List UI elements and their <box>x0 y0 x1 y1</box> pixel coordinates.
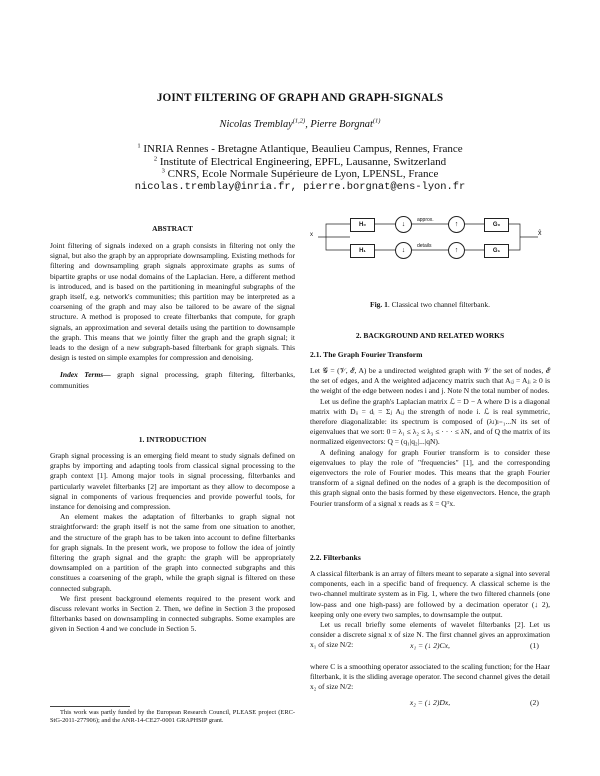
intro-paragraph-2: An element makes the adaptation of filterbanks to graph signal not straightforward: the graph itself is not the same from one situation to another, and the structure of the graph has to be taken into account to define filterbanks for graph signals. In the present work, we propose to follow the idea of jointly filtering the graph signal and the graph: the graph will be appropriately downsampled on a partition of the graph into connected subgraphs and this constitues a coarsening of the graph, while the graph signal is filtered on these connected subgraph. <box>50 512 295 593</box>
equation-1-number: (1) <box>530 641 539 650</box>
figure-1-caption-text: . Classical two channel filterbank. <box>387 300 490 309</box>
affiliation-2 <box>0 156 600 168</box>
synthesis-filter-g1: G₁ <box>484 244 509 258</box>
affiliation-1-num: 1 <box>137 142 141 150</box>
footnote: This work was partly funded by the European Research Council, PLEASE project (ERC-StG-2011-277906); and the ANR-14-CE27-0001 GRAPHSIP grant. <box>50 709 295 725</box>
gft-paragraph-1: Let 𝒢 = (𝒱, ℰ, A) be a undirected weighted graph with 𝒱 the set of nodes, ℰ the set of edges, and A the weighted adjacency matrix such that Aᵢⱼ = Aⱼᵢ ≥ 0 is the weight of the edge between nodes i and j. Note N the total number of nodes. <box>310 366 550 396</box>
author-separator: , <box>305 119 311 130</box>
affiliation-2-num: 2 <box>153 154 158 162</box>
subsection-2-2-body <box>310 569 550 651</box>
input-label: x <box>310 232 313 238</box>
analysis-filter-h1: H₁ <box>350 244 375 258</box>
downsample-upper-icon: ↓ <box>395 216 412 233</box>
filterbank-paragraph-2: Let us recall briefly some elements of wavelet filterbanks [2]. Let us consider a discrete signal x of size N. The first channel gives an approximation x₁ of size N/2: <box>310 620 550 650</box>
filterbank-paragraph-1: A classical filterbank is an array of filters meant to separate a signal into several components, each in a specific band of frequency. A classical scheme is the two-channel multirate system as in Fig. 1, where the two filtered channels (one low-pass and one high-pass) are followed by a decimation operator (↓ 2), keeping only one every two samples, to downsample the output. <box>310 569 550 619</box>
index-terms-text: graph signal processing, graph filtering, filterbanks, communities <box>50 370 295 390</box>
analysis-filter-h0: H₀ <box>350 218 375 232</box>
index-terms-label: Index Terms— <box>60 370 111 380</box>
output-label: x̂ <box>538 230 542 237</box>
intro-paragraph-1: Graph signal processing is an emerging field meant to study signals defined on graphs by importing and adapting tools from classical signal processing to the graph context [1]. Among major tools in signal processing, filterbanks and particularly wavelet filterbanks [2] are important as they allow to decompose a signal in components of various frequencies and provide powerful tools, for instance for denoising and compression. <box>50 451 295 512</box>
author-2: Pierre Borgnat <box>310 119 373 130</box>
figure-1-diagram <box>310 214 550 274</box>
affiliation-2-text: Institute of Electrical Engineering, EPFL, Lausanne, Switzerland <box>159 155 447 168</box>
author-2-affil: (1) <box>372 117 381 125</box>
synthesis-filter-g0: G₀ <box>484 218 509 232</box>
upsample-upper-icon: ↑ <box>448 216 465 233</box>
author-1: Nicolas Tremblay <box>219 119 293 130</box>
affiliation-1-text: INRIA Rennes - Bretagne Atlantique, Beaulieu Campus, Rennes, France <box>143 143 463 155</box>
intro-heading: 1. INTRODUCTION <box>138 435 207 444</box>
footnote-rule <box>50 706 130 707</box>
affiliation-3 <box>0 168 600 180</box>
intro-paragraph-3: We first present background elements required to the present work and discuss relevant works in Section 2. Then, we define in Section 3 the proposed filterbanks based on downsampling in connected subgraphs. Some examples are given in Section 4 and we conclude in Section 5. <box>50 593 295 634</box>
intro-body <box>50 451 295 635</box>
equation-2-number: (2) <box>530 698 539 707</box>
figure-1-caption-label: Fig. 1 <box>370 300 388 309</box>
abstract-heading: ABSTRACT <box>152 224 193 233</box>
author-1-affil: (1,2) <box>292 117 306 125</box>
gft-paragraph-3: A defining analogy for graph Fourier transform is to consider these eigenvalues to play the role of "frequencies" [1], and the corresponding eigenvectors the role of Fourier modes. This means that the graph Fourier transform of a signal defined on the nodes of a graph is the decomposition of this graph signal onto the basis formed by these eigenvectors. Hence, the graph Fourier transform of a signal x reads as x̂ = Qᵀx. <box>310 447 550 508</box>
author-line <box>0 119 600 130</box>
index-terms <box>50 370 295 390</box>
details-label: details <box>417 243 432 249</box>
subsection-2-1-heading: 2.1. The Graph Fourier Transform <box>310 350 423 359</box>
affiliation-3-num: 3 <box>161 167 165 175</box>
subsection-2-2-heading: 2.2. Filterbanks <box>310 553 361 562</box>
affiliation-1 <box>0 143 600 155</box>
upsample-lower-icon: ↑ <box>448 242 465 259</box>
figure-1-caption <box>310 300 550 309</box>
input-wire <box>318 224 350 250</box>
approx-label: approx. <box>417 217 434 223</box>
subsection-2-1-body <box>310 366 550 509</box>
author-emails: nicolas.tremblay@inria.fr, pierre.borgnat@ens-lyon.fr <box>134 181 466 193</box>
downsample-lower-icon: ↓ <box>395 242 412 259</box>
affiliation-3-text: CNRS, Ecole Normale Supérieure de Lyon, LPENSL, France <box>167 168 439 180</box>
equation-1: x₁ = (↓ 2)Cx, <box>410 641 450 650</box>
abstract-body <box>50 241 295 391</box>
paper-title: JOINT FILTERING OF GRAPH AND GRAPH-SIGNALS <box>156 92 444 104</box>
abstract-text: Joint filtering of signals indexed on a graph consists in filtering not only the signal, but also the graph by an appropriate downsampling. Existing methods for filtering and downsampling graph signals approximate graphs as sums of bipartite graphs or use nodal domains of the Laplacian. Here, a different method is introduced, and is based on the partitioning in meaningful subgraphs of the graph itself, e.g. network's communities; this partition may be interpreted as a coarsening of the graph and may also be tailored to be aware of the signal structure. A method is proposed to create filterbanks that compute, for graph signals, an approximation and several details using the partition to downsample the graph. This means that we jointly filter the graph and the graph signal; it leads to the design of a new subgraph-based filterbank for graph signals. This design is tested on simple examples for compression and denoising. <box>50 241 295 363</box>
filterbank-paragraph-3: where C is a smoothing operator associated to the scaling function; for the Haar filterbank, it is the sliding average operator. The second channel gives the detail x₂ of size N/2: <box>310 662 550 692</box>
equation-2: x₂ = (↓ 2)Dx, <box>409 698 451 707</box>
section-2-heading: 2. BACKGROUND AND RELATED WORKS <box>355 331 505 340</box>
gft-paragraph-2: Let us define the graph's Laplacian matrix ℒ = D − A where D is a diagonal matrix with Dᵢᵢ = dᵢ = Σⱼ Aᵢⱼ the strength of node i. ℒ is real symmetric, therefore diagonalizable: its spectrum is composed of (λₗ)ₗ₌₁...N its set of eigenvalues that we sort: 0 = λ₁ ≤ λ₂ ≤ λ₃ ≤ · · · ≤ λN, and of Q the matrix of its normalized eigenvectors: Q = (q₁|q₂|...|qN). <box>310 396 550 447</box>
